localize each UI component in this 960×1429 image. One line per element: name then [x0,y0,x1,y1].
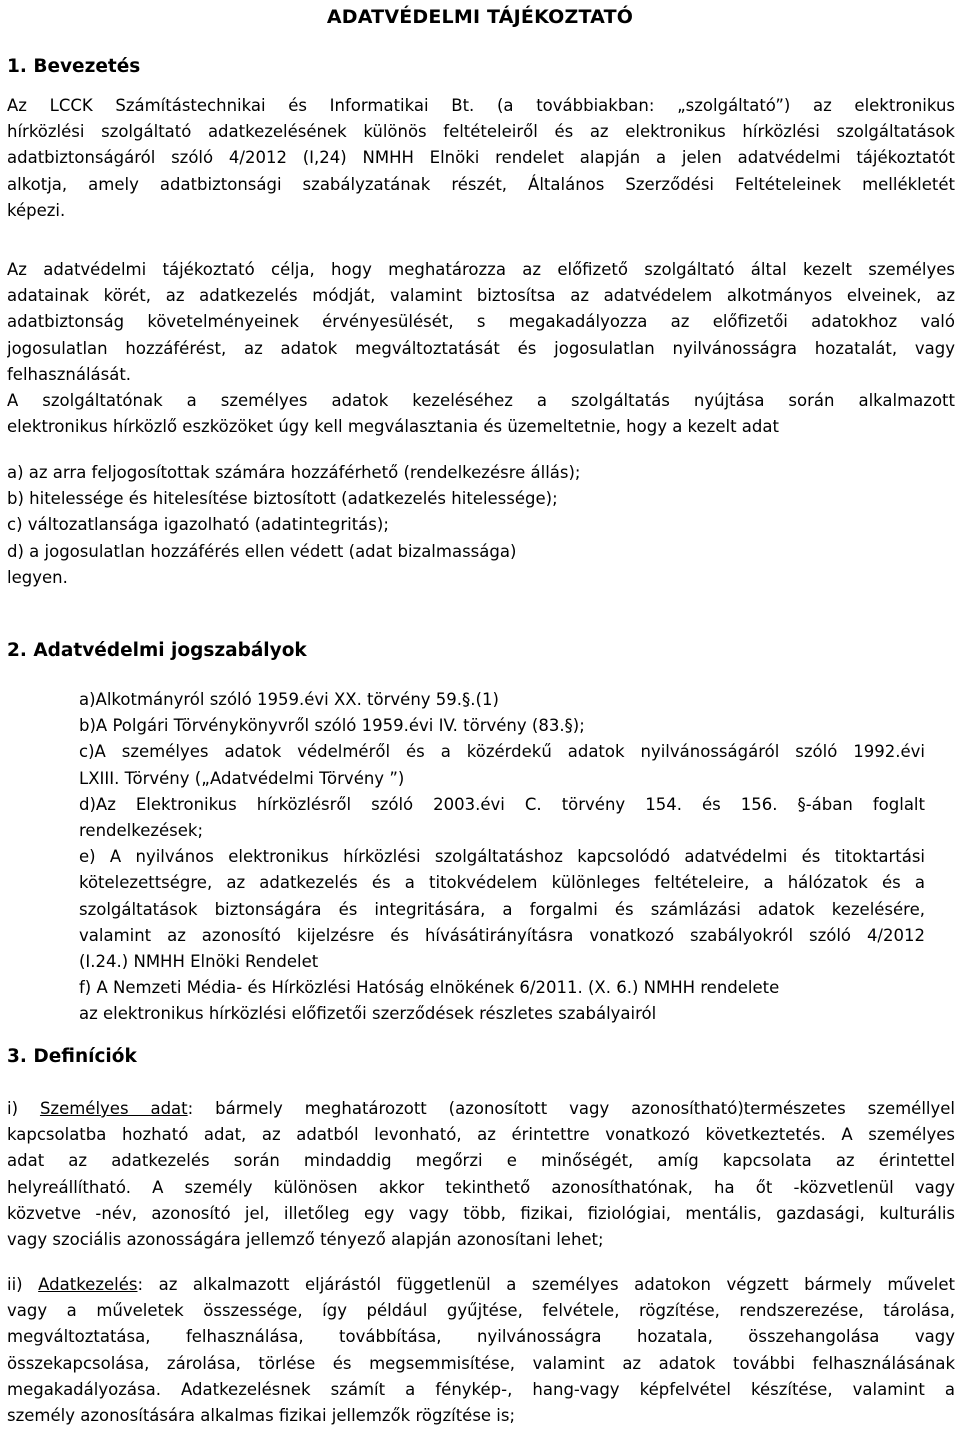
text-line: jogosulatlan hozzáférést, az adatok megváltoztatását és jogosulatlan nyilvánosságra hozatalát, vagy [7,338,955,358]
text-line: hírközlési szolgáltató adatkezelésének különös feltételeiről és az elektronikus hírközlési szolgáltatások [7,122,955,142]
definition-text: : az alkalmazott eljárástól függetlenül a személyes adatokon végzett bármely művelet [137,1275,955,1294]
text-line: Az LCCK Számítástechnikai és Informatikai Bt. (a továbbiakban: „szolgáltató”) az elektronikus [7,96,955,115]
law-item: az elektronikus hírközlési előfizetői szerződések részletes szabályairól [79,1004,657,1024]
section-heading-intro: 1. Bevezetés [7,56,141,77]
list-item: c) változatlansága igazolható (adatintegritás); [7,515,389,535]
definition-term: Adatkezelés [38,1275,138,1294]
text-line: adatbiztonság követelményeinek érvényesülését, s megakadályozza az előfizetői adatokhoz való [7,312,955,332]
law-item: b)A Polgári Törvénykönyvről szóló 1959.évi IV. törvény (83.§); [79,716,585,736]
text-line: összekapcsolása, zárolása, törlése és megsemmisítése, valamint az adatok további felhasználásának [7,1353,955,1373]
definition-text: : bármely meghatározott (azonosított vagy azonosítható)természetes személlyel [187,1099,955,1118]
text-line: helyreállítható. A személy különösen akkor tekinthető azonosíthatónak, ha őt -közvetlenül vagy [7,1177,955,1197]
text-line: megakadályozása. Adatkezelésnek számít a fénykép-, hang-vagy képfelvétel készítése, valamint a [7,1379,955,1399]
law-item: szolgáltatások biztonságára és integritására, a forgalmi és számlázási adatok kezelésére, [79,899,925,919]
text-line: alkotja, amely adatbiztonsági szabályzatának részét, Általános Szerződési Feltételeinek mellékletét [7,174,955,194]
text-line: Az adatvédelmi tájékoztató célja, hogy meghatározza az előfizető szolgáltató által kezelt személyes [7,260,955,279]
law-item: LXIII. Törvény („Adatvédelmi Törvény ”) [79,768,405,788]
text-line: elektronikus hírközlő eszközöket úgy kell megválasztania és üzemeltetnie, hogy a kezelt adat [7,417,779,437]
intro-paragraph [7,93,955,224]
law-item: c)A személyes adatok védelméről és a közérdekű adatok nyilvánosságáról szóló 1992.évi [79,742,925,762]
text-line: kapcsolatba hozható adat, az adatból levonható, az érintettre vonatkozó következtetés. A személyes [7,1125,955,1145]
law-item: f) A Nemzeti Média- és Hírközlési Hatóság elnökének 6/2011. (X. 6.) NMHH rendelete [79,978,780,998]
section-heading-laws: 2. Adatvédelmi jogszabályok [7,640,307,661]
law-item: e) A nyilvános elektronikus hírközlési szolgáltatáshoz kapcsolódó adatvédelmi és titoktartási [79,847,925,867]
laws-list [79,687,925,1028]
text-line: képezi. [7,200,66,220]
text-line: megváltoztatása, felhasználása, továbbítása, nyilvánosságra hozatala, összehangolása vagy [7,1327,955,1347]
purpose-paragraph [7,257,955,440]
list-item: b) hitelessége és hitelesítése biztosított (adatkezelés hitelessége); [7,489,558,509]
text-line: felhasználását. [7,364,132,384]
law-item: kötelezettségre, az adatkezelés és a titokvédelem különleges feltételeire, a hálózatok és a [79,873,925,893]
law-item: valamint az azonosító kijelzésre és hívásátirányításra vonatkozó szabályokról szóló 4/2012 [79,925,925,945]
text-line: adat az adatkezelés során mindaddig megőrzi e minőségét, amíg kapcsolata az érintettel [7,1151,955,1171]
list-item: a) az arra feljogosítottak számára hozzáférhető (rendelkezésre állás); [7,463,581,482]
text-line: A szolgáltatónak a személyes adatok kezeléséhez a szolgáltatás nyújtása során alkalmazott [7,390,955,410]
text-line: közvetve -név, azonosító jel, illetőleg egy vagy több, fizikai, fiziológiai, mentális, gazdasági, kulturális [7,1203,955,1223]
text-line: adatainak körét, az adatkezelés módját, valamint biztosítsa az adatvédelem alkotmányos elveinek, az [7,286,955,306]
law-item: rendelkezések; [79,820,204,840]
text-line: vagy szociális azonosságára jellemző tényező alapján azonosítani lehet; [7,1229,604,1249]
text-line: vagy a műveletek összessége, így például gyűjtése, felvétele, rögzítése, rendszerezése, tárolása, [7,1301,955,1321]
definition-prefix: i) [7,1099,40,1118]
definition-prefix: ii) [7,1275,39,1294]
text-line [7,1272,955,1298]
law-item: d)Az Elektronikus hírközlésről szóló 2003.évi C. törvény 154. és 156. §-ában foglalt [79,794,925,814]
list-item: d) a jogosulatlan hozzáférés ellen védett (adat bizalmassága) [7,541,517,561]
text-line: adatbiztonságáról szóló 4/2012 (I,24) NMHH Elnöki rendelet alapján a jelen adatvédelmi tájékoztatót [7,148,955,168]
definition-term: Személyes adat [39,1099,188,1118]
list-item: legyen. [7,567,68,587]
conditions-list [7,460,581,591]
law-item: a)Alkotmányról szóló 1959.évi XX. törvény 59.§.(1) [79,690,499,709]
law-item: (I.24.) NMHH Elnöki Rendelet [79,951,319,971]
document-title: ADATVÉDELMI TÁJÉKOZTATÓ [326,6,634,28]
definition-personal-data [7,1096,955,1253]
definition-data-processing [7,1272,955,1429]
section-heading-definitions: 3. Definíciók [7,1046,137,1067]
text-line: személy azonosítására alkalmas fizikai jellemzők rögzítése is; [7,1405,516,1425]
text-line [7,1096,955,1122]
